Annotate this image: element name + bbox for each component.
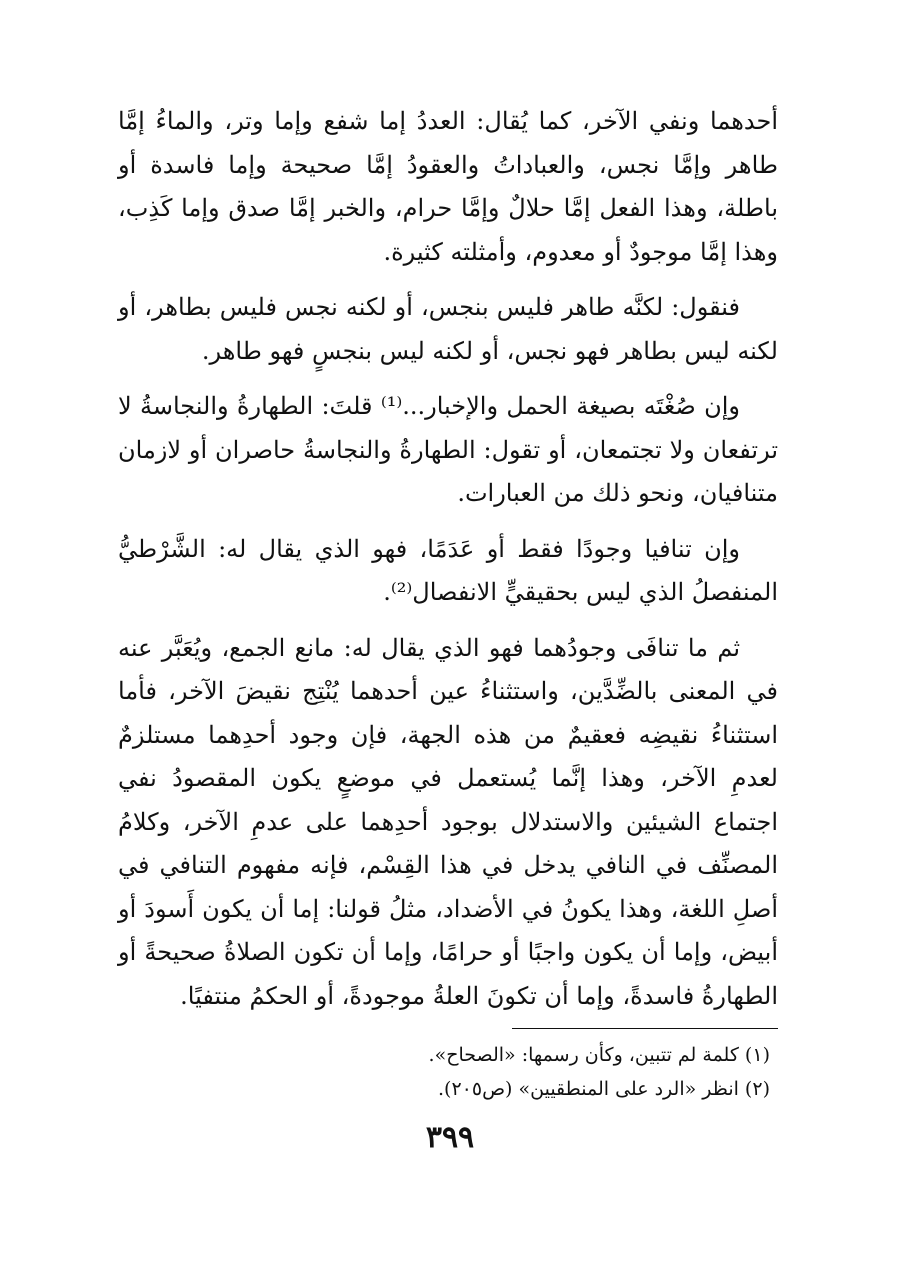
footnotes: [118, 1038, 778, 1106]
paragraph-5: ثم ما تنافَى وجودُهما فهو الذي يقال له: مانع الجمع، ويُعَبَّر عنه في المعنى بالضِّدَّين، واستثناءُ عين أحدهما يُنْتِج نقيضَ الآخر، فأما استثناءُ نقيضِه فعقيمٌ من هذه الجهة، فإن وجود أحدِهما مستلزمٌ لعدمِ الآخر، وهذا إنَّما يُستعمل في موضعٍ يكون المقصودُ نفي اجتماع الشيئين والاستدلال بوجود أحدِهما على عدمِ الآخر، وكلامُ المصنِّف في النافي يدخل في هذا القِسْم، فإنه مفهوم التنافي في أصلِ اللغة، وهذا يكونُ في الأضداد، مثلُ قولنا: إما أن يكون أَسودَ أو أبيض، وإما أن يكون واجبًا أو حرامًا، وإما أن تكون الصلاةُ صحيحةً أو الطهارةُ فاسدةً، وإما أن تكونَ العلةُ موجودةً، أو الحكمُ منتفيًا.: [118, 633, 778, 1010]
footnote-1: (١) كلمة لم تتبين، وكأن رسمها: «الصحاح».: [428, 1044, 770, 1066]
page-number: ٣٩٩: [425, 1120, 475, 1155]
main-text: [118, 100, 778, 1030]
footnote-divider: [512, 1028, 778, 1029]
paragraph-4: وإن تنافيا وجودًا فقط أو عَدَمًا، فهو الذي يقال له: الشَّرْطيُّ المنفصلُ الذي ليس بحقيقيٍّ الانفصال⁽²⁾.: [118, 534, 778, 606]
paragraph-3: وإن صُغْتَه بصيغة الحمل والإخبار...⁽¹⁾ قلتَ: الطهارةُ والنجاسةُ لا ترتفعان ولا تجتمعان، أو تقول: الطهارةُ والنجاسةُ حاصران أو لازمان متنافيان، ونحو ذلك من العبارات.: [118, 392, 778, 507]
paragraph-2: فنقول: لكنَّه طاهر فليس بنجس، أو لكنه نجس فليس بطاهر، أو لكنه ليس بطاهر فهو نجس، أو لكنه ليس بنجسٍ فهو طاهر.: [118, 293, 778, 365]
paragraph-1: أحدهما ونفي الآخر، كما يُقال: العددُ إما شفع وإما وتر، والماءُ إمَّا طاهر وإمَّا نجس، والعباداتُ والعقودُ إمَّا صحيحة وإما فاسدة أو باطلة، وهذا الفعل إمَّا حلالٌ وإمَّا حرام، والخبر إمَّا صدق وإما كَذِب، وهذا إمَّا موجودٌ أو معدوم، وأمثلته كثيرة.: [118, 107, 778, 266]
footnote-2: (٢) انظر «الرد على المنطقيين» (ص٢٠٥).: [438, 1078, 770, 1100]
